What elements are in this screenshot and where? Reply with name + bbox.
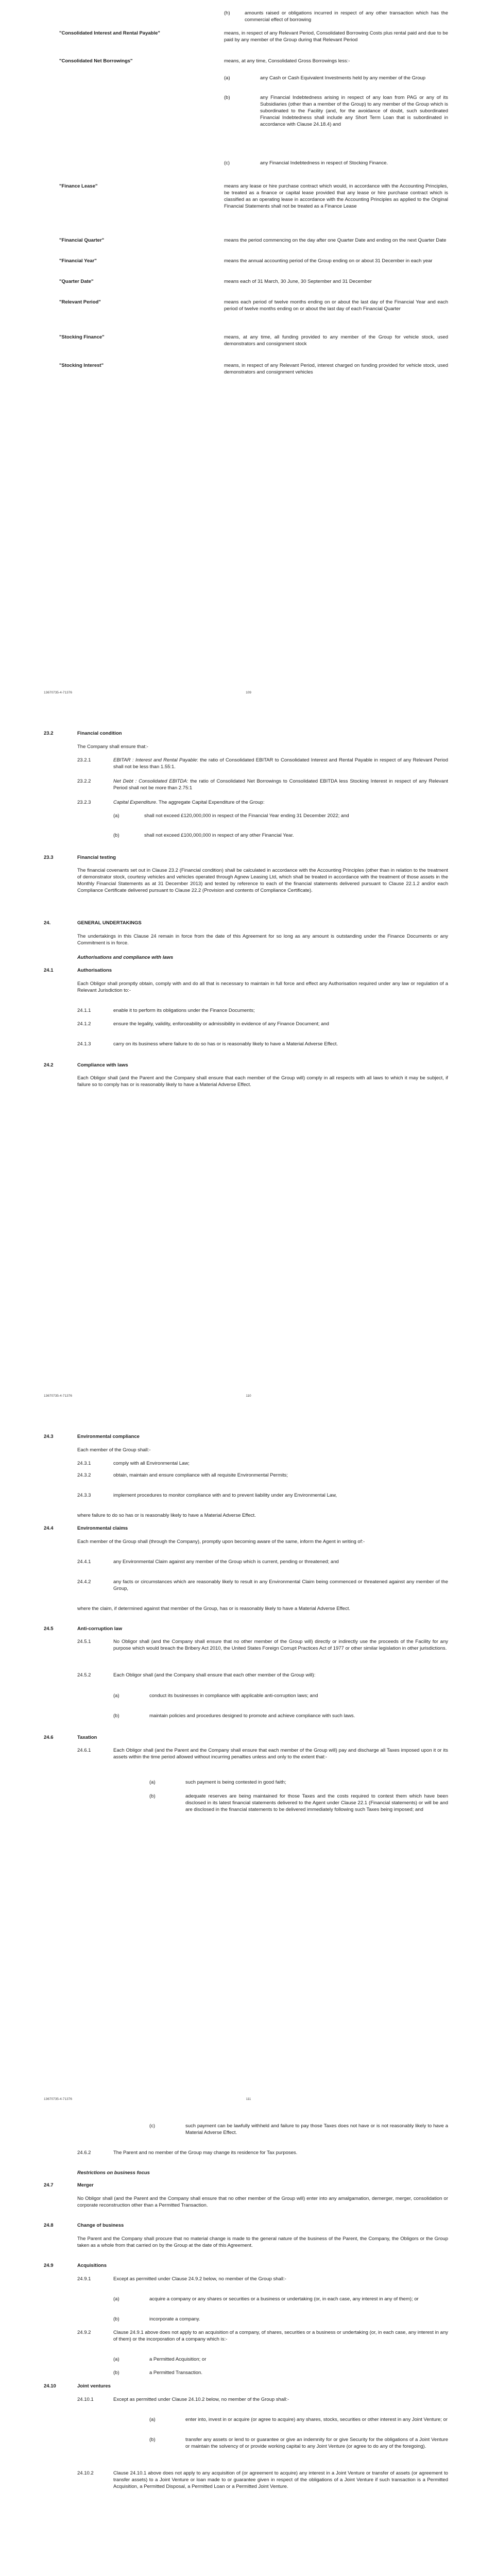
subclause-text: any facts or circumstances which are reasonably likely to result in any Environmental Claim being commenced or threatened against any member of the Group, [113, 1579, 448, 1591]
subclause-text: No Obligor shall (and the Company shall ensure that no other member of the Group will) directly or indirectly use the proceeds of the Facility for any purpose which would breach the Bribery Act 2010, the United States Foreign Corrupt Practices Act of 1977 or other similar legislation in other jurisdictions. [113, 1639, 448, 1651]
page-number: 111 [246, 2097, 251, 2101]
definition-term: "Finance Lease" [59, 183, 98, 189]
subclause-text [113, 799, 448, 806]
subclause-head: EBITAR : Interest and Rental Payable [113, 757, 197, 763]
definition-term: "Stocking Finance" [59, 334, 105, 340]
subclause-number: 24.3.3 [77, 1493, 91, 1498]
clause-text: The financial covenants set out in Clause 23.2 (Financial condition) shall be calculated in accordance with the Accounting Principles (other than in relation to the treatment of demonstrator stock, courtesy vehicles and vehicles operated through Agnew Leasing Ltd, which shall be treated in accordance with the treatment of those assets in the Monthly Financial Statements as at 31 December 2013) and tested by reference to each of the financial statements delivered pursuant to Clause 22.1.2 and/or each Compliance Certificate delivered pursuant to Clause 22.2 (Provision and contents of Compliance Certificate). [77, 868, 448, 893]
item-label: (b) [113, 2370, 119, 2376]
document-reference: 13670735-4-71376 [44, 1394, 72, 1398]
subclause-text: Clause 24.9.1 above does not apply to an acquisition of a company, of shares, securities or a business or undertaking (or, in each case, any interest in any of them) or the incorporation of a company which is:- [113, 2330, 448, 2342]
definition-text: means, in respect of any Relevant Period, interest charged on funding provided for vehicle stock, used demonstrators and consignment vehicles [224, 363, 448, 375]
clause-heading: Compliance with laws [77, 1062, 128, 1068]
subclause-number: 24.10.1 [77, 2397, 94, 2402]
clause-number: 24. [44, 920, 51, 926]
clause-number: 24.8 [44, 2223, 54, 2228]
section-subheading: Authorisations and compliance with laws [77, 955, 174, 960]
subclause-text [113, 778, 448, 791]
clause-number: 24.10 [44, 2383, 56, 2389]
item-label: (b) [113, 833, 119, 838]
subclause-body: : the ratio of Consolidated Net Borrowings to Consolidated EBITDA less Stocking Interest in respect of any Relevant Period shall not be more than 2.75:1 [113, 778, 448, 791]
clause-number: 24.6 [44, 1735, 54, 1740]
document-reference: 13670735-4-71376 [44, 2097, 72, 2101]
item-label: (b) [224, 95, 230, 100]
clause-heading: Authorisations [77, 968, 112, 973]
item-text: transfer any assets or lend to or guarantee or give an indemnity for or give Security for the obligations of a Joint Venture or maintain the solvency of or provide working capital to any Joint Venture (or agree to do any of the foregoing). [185, 2437, 448, 2449]
page-112 [0, 2110, 497, 2576]
subclause-text: Clause 24.10.1 above does not apply to any acquisition of (or agreement to acquire) any interest in a Joint Venture or transfer of assets (or agreement to transfer assets) to a Joint Venture or loan made to or guarantee given in respect of the obligations of a Joint Venture if such transaction is a Permitted Acquisition, a Permitted Disposal, a Permitted Loan or a Permitted Joint Venture. [113, 2470, 448, 2489]
subclause-text: implement procedures to monitor compliance with and to prevent liability under any Environmental Law, [113, 1493, 337, 1498]
clause-text: Each member of the Group shall (through the Company), promptly upon becoming aware of the same, inform the Agent in writing of:- [77, 1539, 365, 1545]
clause-heading: Acquisitions [77, 2263, 107, 2268]
section-subheading: Restrictions on business focus [77, 2170, 150, 2176]
clause-text: The undertakings in this Clause 24 remain in force from the date of this Agreement for so long as any amount is outstanding under the Finance Documents or any Commitment is in force. [77, 934, 448, 946]
item-text: such payment is being contested in good faith; [185, 1780, 286, 1785]
subclause-text: carry on its business where failure to do so has or is reasonably likely to have a Material Adverse Effect. [113, 1041, 338, 1047]
clause-heading: Merger [77, 2182, 94, 2188]
subclause-number: 23.2.2 [77, 778, 91, 784]
item-label: (a) [113, 2357, 119, 2362]
clause-heading: Joint ventures [77, 2383, 111, 2389]
item-label: (h) [224, 10, 230, 16]
clause-heading: Environmental claims [77, 1526, 128, 1531]
subclause-number: 24.3.1 [77, 1461, 91, 1466]
item-label: (a) [149, 1780, 156, 1785]
item-text: shall not exceed £100,000,000 in respect of any other Financial Year. [144, 833, 294, 838]
clause-number: 24.1 [44, 968, 54, 973]
item-text: any Financial Indebtedness in respect of Stocking Finance. [260, 160, 388, 166]
clause-heading: Taxation [77, 1735, 97, 1740]
subclause-number: 23.2.3 [77, 800, 91, 805]
definition-term: "Relevant Period" [59, 299, 101, 305]
clause-number: 24.7 [44, 2182, 54, 2188]
definition-text: means, in respect of any Relevant Period, Consolidated Borrowing Costs plus rental paid and due to be paid by any member of the Group during that Relevant Period [224, 30, 448, 43]
subclause-text [113, 757, 448, 770]
clause-text: No Obligor shall (and the Parent and the Company shall ensure that no other member of the Group will) enter into any amalgamation, demerger, merger, consolidation or corporate reconstruction other than a Permitted Transaction. [77, 2196, 448, 2208]
subclause-number: 24.3.2 [77, 1472, 91, 1478]
item-text: conduct its businesses in compliance with applicable anti-corruption laws; and [149, 1693, 318, 1699]
item-label: (c) [149, 2123, 156, 2129]
subclause-number: 24.4.1 [77, 1559, 91, 1565]
item-label: (b) [149, 2437, 156, 2443]
page-109 [0, 0, 497, 703]
subclause-number: 24.6.1 [77, 1748, 91, 1753]
subclause-text: Each Obligor shall (and the Parent and the Company shall ensure that each member of the Group will) pay and discharge all Taxes imposed upon it or its assets within the time period allowed without incurring penalties unless and only to the extent that:- [113, 1748, 448, 1760]
definition-term: "Consolidated Interest and Rental Payable" [59, 30, 160, 36]
subclause-text: comply with all Environmental Law; [113, 1461, 190, 1466]
item-text: a Permitted Transaction. [149, 2370, 202, 2376]
definition-term: "Financial Year" [59, 258, 97, 264]
item-label: (c) [224, 160, 230, 166]
clause-heading: GENERAL UNDERTAKINGS [77, 920, 142, 926]
subclause-number: 24.4.2 [77, 1579, 91, 1585]
subclause-number: 24.9.2 [77, 2330, 91, 2335]
item-text: such payment can be lawfully withheld and failure to pay those Taxes does not have or is not reasonably likely to have a Material Adverse Effect. [185, 2123, 448, 2136]
subclause-body: : the ratio of Consolidated EBITAR to Consolidated Interest and Rental Payable in respect of any Relevant Period shall not be less than 1.55:1. [113, 757, 448, 770]
subclause-text: The Parent and no member of the Group may change its residence for Tax purposes. [113, 2150, 298, 2156]
clause-heading: Anti-corruption law [77, 1626, 123, 1632]
clause-text: Each Obligor shall (and the Parent and the Company shall ensure that each member of the Group will) comply in all respects with all laws to which it may be subject, if failure so to comply has or is reasonably likely to have a Material Adverse Effect. [77, 1075, 448, 1088]
page-number: 110 [246, 1394, 251, 1398]
subclause-text: obtain, maintain and ensure compliance with all requisite Environmental Permits; [113, 1472, 288, 1478]
definition-term: "Stocking Interest" [59, 363, 104, 368]
clause-text: The Company shall ensure that:- [77, 744, 148, 750]
item-text: any Cash or Cash Equivalent Investments held by any member of the Group [260, 75, 426, 81]
item-text: shall not exceed £120,000,000 in respect of the Financial Year ending 31 December 2022; and [144, 813, 349, 819]
subclause-head: Capital Expenditure [113, 800, 156, 805]
item-text: a Permitted Acquisition; or [149, 2357, 207, 2362]
subclause-number: 24.5.2 [77, 1672, 91, 1678]
clause-text: Each Obligor shall promptly obtain, comply with and do all that is necessary to maintain in full force and effect any Authorisation required under any law or regulation of a Relevant Jurisdiction to:- [77, 981, 448, 993]
item-text: amounts raised or obligations incurred in respect of any other transaction which has the commercial effect of borrowing [245, 10, 448, 23]
document-reference: 13670735-4-71376 [44, 691, 72, 694]
item-text: enter into, invest in or acquire (or agree to acquire) any shares, stocks, securities or other interest in any Joint Venture; or [185, 2417, 448, 2422]
clause-number: 24.3 [44, 1434, 54, 1439]
subclause-number: 24.9.1 [77, 2276, 91, 2282]
clause-text: Each member of the Group shall:- [77, 1447, 151, 1453]
item-text: incorporate a company. [149, 2316, 200, 2322]
item-text: any Financial Indebtedness arising in respect of any loan from PAG or any of its Subsidiaries (other than a member of the Group) to any member of the Group which is subordinated to the Facility (and, for the avoidance of doubt, such subordinated Financial Indebtedness shall include any Short Term Loan that is subordinated in accordance with Clause 24.18.4) and [260, 95, 448, 127]
subclause-body: . The aggregate Capital Expenditure of the Group: [156, 800, 265, 805]
item-label: (b) [113, 2316, 119, 2322]
item-label: (b) [149, 1793, 156, 1799]
definition-text: means, at any time, Consolidated Gross Borrowings less:- [224, 58, 350, 64]
definition-text: means each of 31 March, 30 June, 30 September and 31 December [224, 279, 372, 284]
subclause-text: Except as permitted under Clause 24.10.2 below, no member of the Group shall:- [113, 2397, 289, 2402]
clause-number: 24.9 [44, 2263, 54, 2268]
definition-term: "Consolidated Net Borrowings" [59, 58, 133, 64]
definition-text: means any lease or hire purchase contract which would, in accordance with the Accounting Principles, be treated as a finance or capital lease provided that any lease or hire purchase contract which is classified as an operating lease in accordance with the Accounting Principles as applied to the Original Financial Statements shall not be treated as a Finance Lease [224, 183, 448, 209]
definition-term: "Quarter Date" [59, 279, 94, 284]
item-label: (a) [224, 75, 230, 81]
item-label: (a) [113, 2296, 119, 2302]
subclause-text: Each Obligor shall (and the Company shall ensure that each other member of the Group will): [113, 1672, 316, 1678]
definition-term: "Financial Quarter" [59, 238, 105, 243]
clause-heading: Environmental compliance [77, 1434, 140, 1439]
subclause-text: Except as permitted under Clause 24.9.2 below, no member of the Group shall:- [113, 2276, 286, 2282]
item-label: (a) [113, 1693, 119, 1699]
subclause-text: ensure the legality, validity, enforceability or admissibility in evidence of any Finance Document; and [113, 1021, 329, 1027]
clause-number: 24.4 [44, 1526, 54, 1531]
definition-text: means each period of twelve months ending on or about the last day of the Financial Year and each period of twelve months ending on or about the last day of each Financial Quarter [224, 299, 448, 312]
page-110 [0, 703, 497, 1406]
subclause-number: 24.10.2 [77, 2470, 94, 2476]
subclause-number: 24.5.1 [77, 1639, 91, 1645]
item-label: (a) [149, 2417, 156, 2422]
item-text: acquire a company or any shares or securities or a business or undertaking (or, in each case, any interest in any of them); or [149, 2296, 419, 2302]
subclause-number: 24.1.2 [77, 1021, 91, 1027]
clause-text: where the claim, if determined against that member of the Group, has or is reasonably likely to have a Material Adverse Effect. [77, 1606, 350, 1612]
clause-number: 24.2 [44, 1062, 54, 1068]
clause-text: The Parent and the Company shall procure that no material change is made to the general nature of the business of the Parent, the Company, the Obligors or the Group taken as a whole from that carried on by the Group at the date of this Agreement. [77, 2236, 448, 2248]
subclause-number: 24.6.2 [77, 2150, 91, 2156]
definition-text: means the annual accounting period of the Group ending on or about 31 December in each year [224, 258, 433, 264]
item-text: maintain policies and procedures designed to promote and achieve compliance with such laws. [149, 1713, 355, 1719]
item-label: (b) [113, 1713, 119, 1719]
clause-heading: Financial testing [77, 855, 116, 860]
definition-text: means, at any time, all funding provided to any member of the Group for vehicle stock, used demonstrators and consignment stock [224, 334, 448, 347]
subclause-head: Net Debt : Consolidated EBITDA [113, 778, 187, 784]
subclause-text: any Environmental Claim against any member of the Group which is current, pending or threatened; and [113, 1559, 339, 1565]
clause-number: 24.5 [44, 1626, 54, 1632]
definition-text: means the period commencing on the day after one Quarter Date and ending on the next Quarter Date [224, 238, 447, 243]
subclause-number: 24.1.1 [77, 1008, 91, 1013]
page-number: 109 [246, 691, 251, 694]
subclause-number: 23.2.1 [77, 757, 91, 763]
clause-number: 23.2 [44, 731, 54, 736]
item-label: (a) [113, 813, 119, 819]
clause-text: where failure to do so has or is reasonably likely to have a Material Adverse Effect. [77, 1513, 256, 1518]
page-111 [0, 1406, 497, 2110]
subclause-number: 24.1.3 [77, 1041, 91, 1047]
item-text: adequate reserves are being maintained for those Taxes and the costs required to contest them which have been disclosed in its latest financial statements delivered to the Agent under Clause 22.1 (Financial statements) or will be and are disclosed in the financial statements to be delivered immediately following such Taxes being imposed; and [185, 1793, 448, 1812]
clause-heading: Financial condition [77, 731, 122, 736]
clause-heading: Change of business [77, 2223, 124, 2228]
subclause-text: enable it to perform its obligations under the Finance Documents; [113, 1008, 255, 1013]
clause-number: 23.3 [44, 855, 54, 860]
